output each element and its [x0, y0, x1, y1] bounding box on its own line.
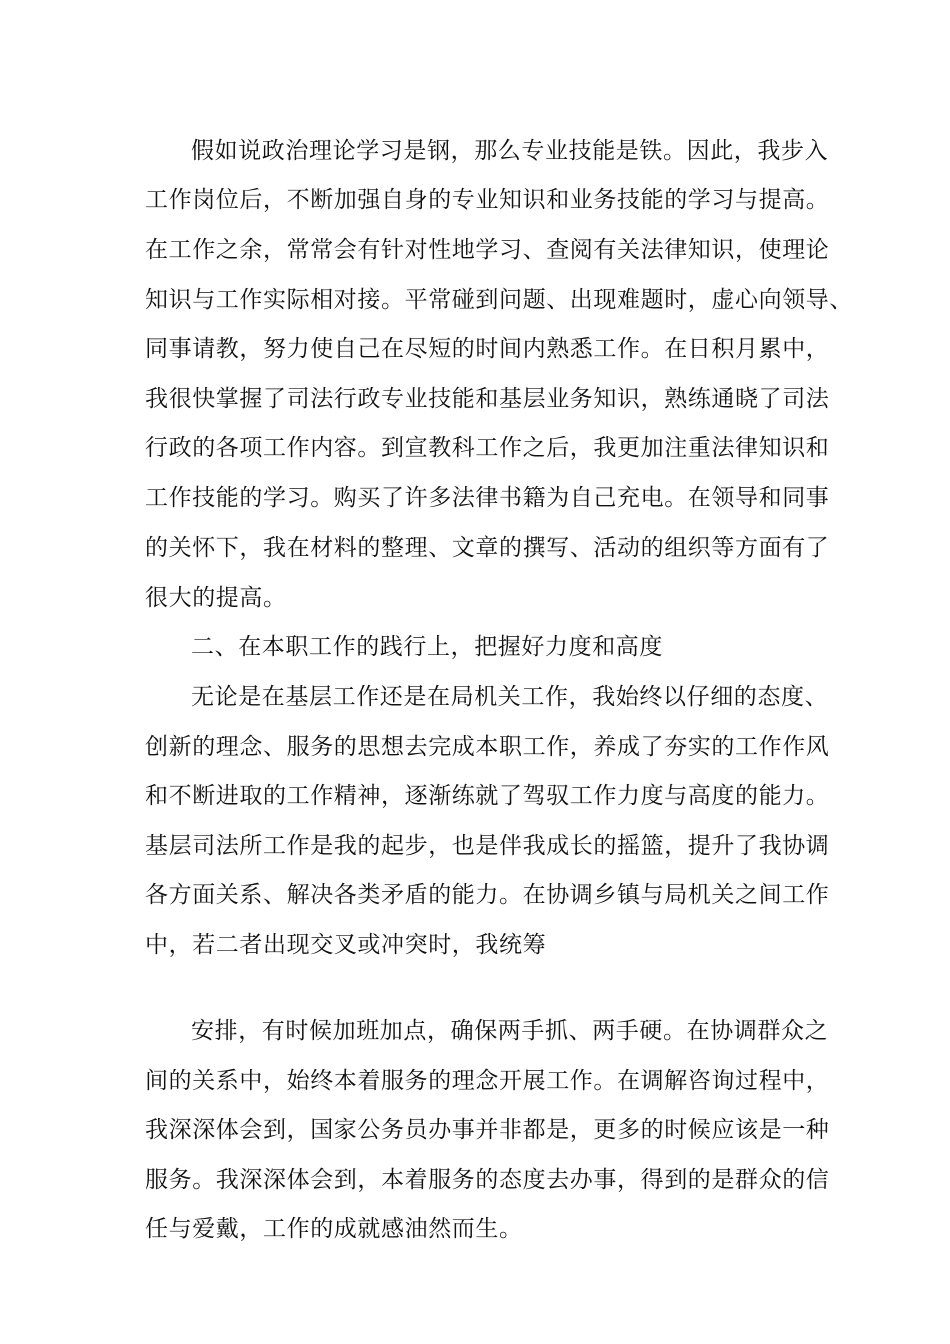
text-line: 间的关系中，始终本着服务的理念开展工作。在调解咨询过程中，: [145, 1068, 830, 1094]
text-line: 和不断进取的工作精神，逐渐练就了驾驭工作力度与高度的能力。: [145, 783, 830, 809]
text-line: 各方面关系、解决各类矛盾的能力。在协调乡镇与局机关之间工作: [145, 882, 830, 908]
section-heading: 二、在本职工作的践行上，把握好力度和高度: [191, 634, 663, 660]
text-line: 创新的理念、服务的思想去完成本职工作，养成了夯实的工作作风: [145, 734, 830, 760]
text-line: 任与爱戴，工作的成就感油然而生。: [145, 1216, 523, 1242]
text-line: 中，若二者出现交叉或冲突时，我统筹: [145, 932, 547, 958]
text-line: 无论是在基层工作还是在局机关工作，我始终以仔细的态度、: [191, 684, 829, 710]
text-line: 很大的提高。: [145, 585, 287, 611]
text-line: 安排，有时候加班加点，确保两手抓、两手硬。在协调群众之: [191, 1018, 829, 1044]
text-line: 服务。我深深体会到，本着服务的态度去办事，得到的是群众的信: [145, 1167, 830, 1193]
text-line: 行政的各项工作内容。到宣教科工作之后，我更加注重法律知识和: [145, 435, 830, 461]
text-line: 知识与工作实际相对接。平常碰到问题、出现难题时，虚心向领导、: [145, 287, 853, 313]
text-line: 假如说政治理论学习是钢，那么专业技能是铁。因此，我步入: [191, 138, 829, 164]
text-line: 我深深体会到，国家公务员办事并非都是，更多的时候应该是一种: [145, 1117, 830, 1143]
text-line: 的关怀下，我在材料的整理、文章的撰写、活动的组织等方面有了: [145, 535, 830, 561]
text-line: 我很快掌握了司法行政专业技能和基层业务知识，熟练通晓了司法: [145, 386, 830, 412]
text-line: 工作技能的学习。购买了许多法律书籍为自己充电。在领导和同事: [145, 485, 830, 511]
text-line: 在工作之余，常常会有针对性地学习、查阅有关法律知识，使理论: [145, 237, 830, 263]
text-line: 同事请教，努力使自己在尽短的时间内熟悉工作。在日积月累中，: [145, 336, 830, 362]
text-line: 工作岗位后，不断加强自身的专业知识和业务技能的学习与提高。: [145, 187, 830, 213]
text-line: 基层司法所工作是我的起步，也是伴我成长的摇篮，提升了我协调: [145, 833, 830, 859]
